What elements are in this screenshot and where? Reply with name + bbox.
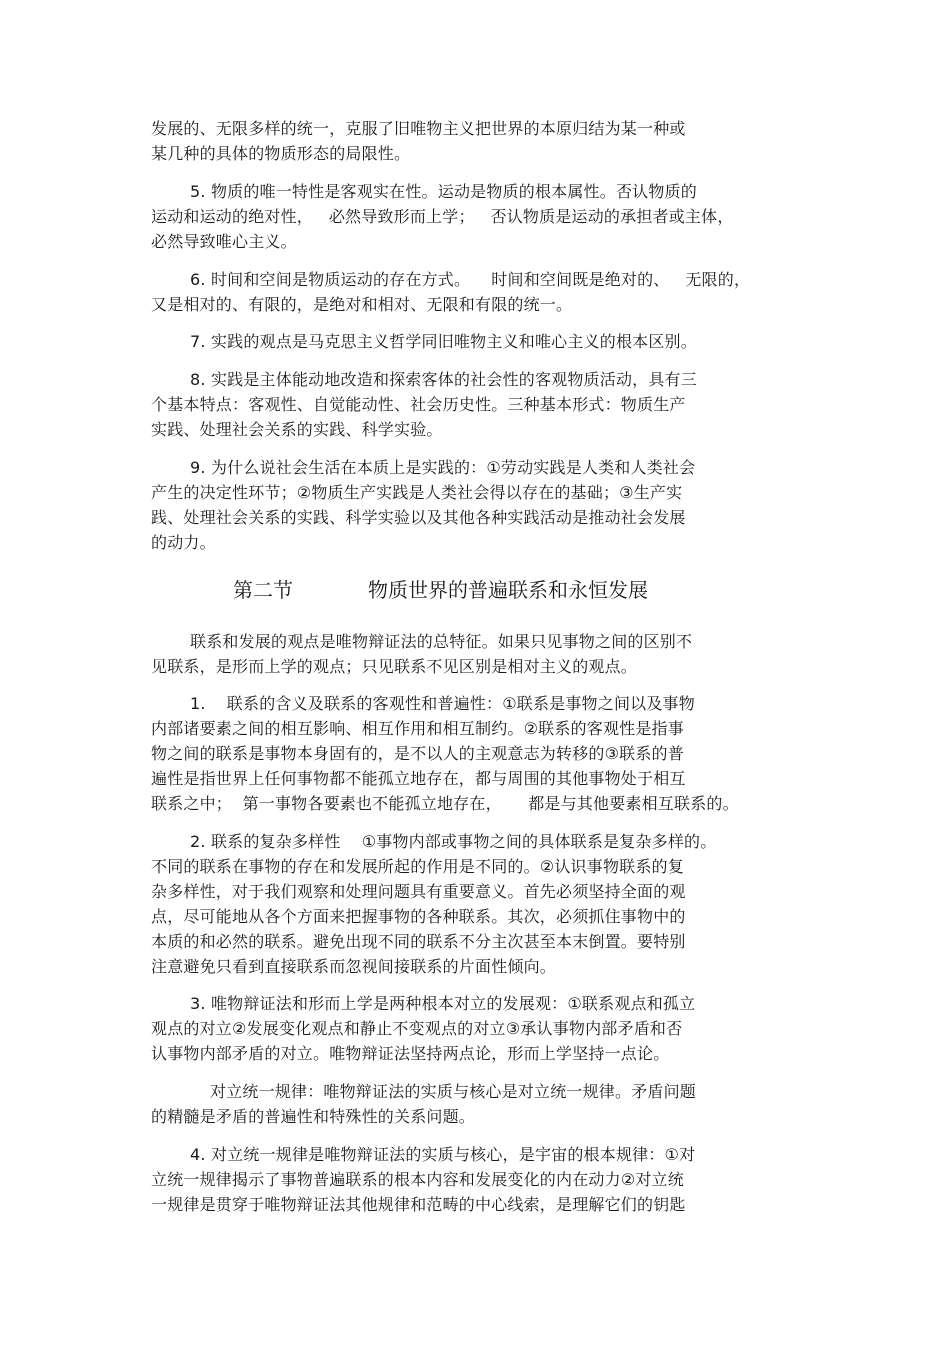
- text-line: 实践、处理社会关系的实践、科学实验。: [151, 420, 443, 439]
- text-line: 必然导致唯心主义。: [151, 232, 297, 251]
- text-line: 联系和发展的观点是唯物辩证法的总特征。如果只见事物之间的区别不: [190, 632, 693, 651]
- text-line: 联系之中； 第一事物各要素也不能孤立地存在， 都是与其他要素相互联系的。: [151, 794, 739, 813]
- text-line: 产生的决定性环节；②物质生产实践是人类社会得以存在的基础；③生产实: [151, 483, 683, 502]
- text-line: 杂多样性，对于我们观察和处理问题具有重要意义。首先必须坚持全面的观: [151, 882, 686, 901]
- text-line: 的动力。: [151, 533, 216, 552]
- text-line: 点，尽可能地从各个方面来把握事物的各种联系。其次，必须抓住事物中的: [151, 907, 686, 926]
- text-line: 认事物内部矛盾的对立。唯物辩证法坚持两点论，形而上学坚持一点论。: [151, 1044, 670, 1063]
- text-line: 本质的和必然的联系。避免出现不同的联系不分主次甚至本末倒置。要特别: [151, 932, 686, 951]
- text-line: 5. 物质的唯一特性是客观实在性。运动是物质的根本属性。否认物质的: [190, 182, 697, 201]
- text-line: 4. 对立统一规律是唯物辩证法的实质与核心，是宇宙的根本规律：①对: [190, 1145, 696, 1164]
- text-line: 1. 联系的含义及联系的客观性和普遍性：①联系是事物之间以及事物: [190, 694, 695, 713]
- text-line: 见联系，是形而上学的观点；只见联系不见区别是相对主义的观点。: [151, 657, 638, 676]
- text-line: 物之间的联系是事物本身固有的，是不以人的主观意志为转移的③联系的普: [151, 744, 684, 763]
- text-line: 立统一规律揭示了事物普遍联系的根本内容和发展变化的内在动力②对立统: [151, 1170, 684, 1189]
- text-line: 8. 实践是主体能动地改造和探索客体的社会性的客观物质活动，具有三: [190, 370, 697, 389]
- text-line: 不同的联系在事物的存在和发展所起的作用是不同的。②认识事物联系的复: [151, 857, 684, 876]
- text-line: 发展的、无限多样的统一，克服了旧唯物主义把世界的本原归结为某一种或: [151, 119, 686, 138]
- text-line: 践、处理社会关系的实践、科学实验以及其他各种实践活动是推动社会发展: [151, 508, 686, 527]
- text-line: 9. 为什么说社会生活在本质上是实践的：①劳动实践是人类和人类社会: [190, 458, 696, 477]
- text-line: 个基本特点：客观性、自觉能动性、社会历史性。三种基本形式：物质生产: [151, 395, 686, 414]
- section-number: 第二节: [233, 578, 293, 602]
- text-line: 内部诸要素之间的相互影响、相互作用和相互制约。②联系的客观性是指事: [151, 719, 684, 738]
- text-line: 又是相对的、有限的，是绝对和相对、无限和有限的统一。: [151, 295, 573, 314]
- text-line: 2. 联系的复杂多样性 ①事物内部或事物之间的具体联系是复杂多样的。: [190, 832, 717, 851]
- text-line: 的精髓是矛盾的普遍性和特殊性的关系问题。: [151, 1107, 476, 1126]
- section-title: 物质世界的普遍联系和永恒发展: [368, 578, 648, 602]
- text-line: 观点的对立②发展变化观点和静止不变观点的对立③承认事物内部矛盾和否: [151, 1019, 683, 1038]
- text-line: 运动和运动的绝对性， 必然导致形而上学； 否认物质是运动的承担者或主体，: [151, 207, 734, 226]
- text-line: 某几种的具体的物质形态的局限性。: [151, 144, 411, 163]
- text-line: 注意避免只看到直接联系而忽视间接联系的片面性倾向。: [151, 957, 557, 976]
- text-line: 6. 时间和空间是物质运动的存在方式。 时间和空间既是绝对的、 无限的，: [190, 270, 751, 289]
- text-line: 7. 实践的观点是马克思主义哲学同旧唯物主义和唯心主义的根本区别。: [190, 332, 697, 351]
- text-line: 3. 唯物辩证法和形而上学是两种根本对立的发展观：①联系观点和孤立: [190, 994, 696, 1013]
- text-line: 对立统一规律：唯物辩证法的实质与核心是对立统一规律。矛盾问题: [210, 1082, 697, 1101]
- text-line: 一规律是贯穿于唯物辩证法其他规律和范畴的中心线索，是理解它们的钥匙: [151, 1195, 686, 1214]
- text-line: 遍性是指世界上任何事物都不能孤立地存在，都与周围的其他事物处于相互: [151, 769, 686, 788]
